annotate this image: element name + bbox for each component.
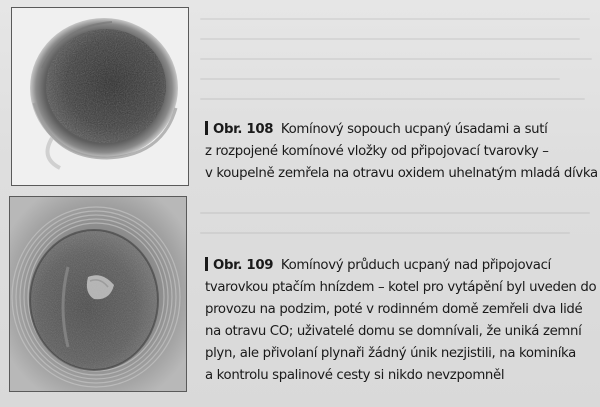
figure-caption-109 <box>205 255 595 387</box>
caption-line: a kontrolu spalinové cesty si nikdo nevzpomněl <box>205 368 505 383</box>
caption-line: provozu na podzim, poté v rodinném domě zemřeli dva lidé <box>205 302 583 317</box>
bleed-through-line <box>200 18 590 20</box>
caption-line: tvarovkou ptačím hnízdem – kotel pro vytápění byl uveden do <box>205 280 597 295</box>
caption-marker <box>205 121 208 135</box>
bleed-through-line <box>200 78 560 80</box>
caption-line: v koupelně zemřela na otravu oxidem uhelnatým mladá dívka <box>205 166 598 181</box>
figure-label: Obr. 109 <box>213 258 274 273</box>
bleed-through-line <box>200 98 585 100</box>
caption-text: Komínový průduch ucpaný nad připojovací <box>280 258 551 273</box>
figure-label: Obr. 108 <box>213 122 274 137</box>
caption-line: plyn, ale přivolaní plynaři žádný únik nezjistili, na kominíka <box>205 346 576 361</box>
caption-text: Komínový sopouch ucpaný úsadami a sutí <box>280 122 548 137</box>
caption-line <box>205 255 595 277</box>
caption-marker <box>205 257 208 271</box>
caption-line <box>205 119 595 141</box>
photo-chimney-flue-debris <box>11 7 189 186</box>
bleed-through-line <box>200 58 592 60</box>
photo-chimney-flue-bird-nest <box>9 196 187 392</box>
figure-caption-108 <box>205 119 598 185</box>
bleed-through-line <box>200 232 570 234</box>
caption-line: z rozpojené komínové vložky od připojovací tvarovky – <box>205 144 549 159</box>
bleed-through-line <box>200 212 590 214</box>
caption-line: na otravu CO; uživatelé domu se domnívali, že uniká zemní <box>205 324 582 339</box>
bleed-through-line <box>200 38 580 40</box>
